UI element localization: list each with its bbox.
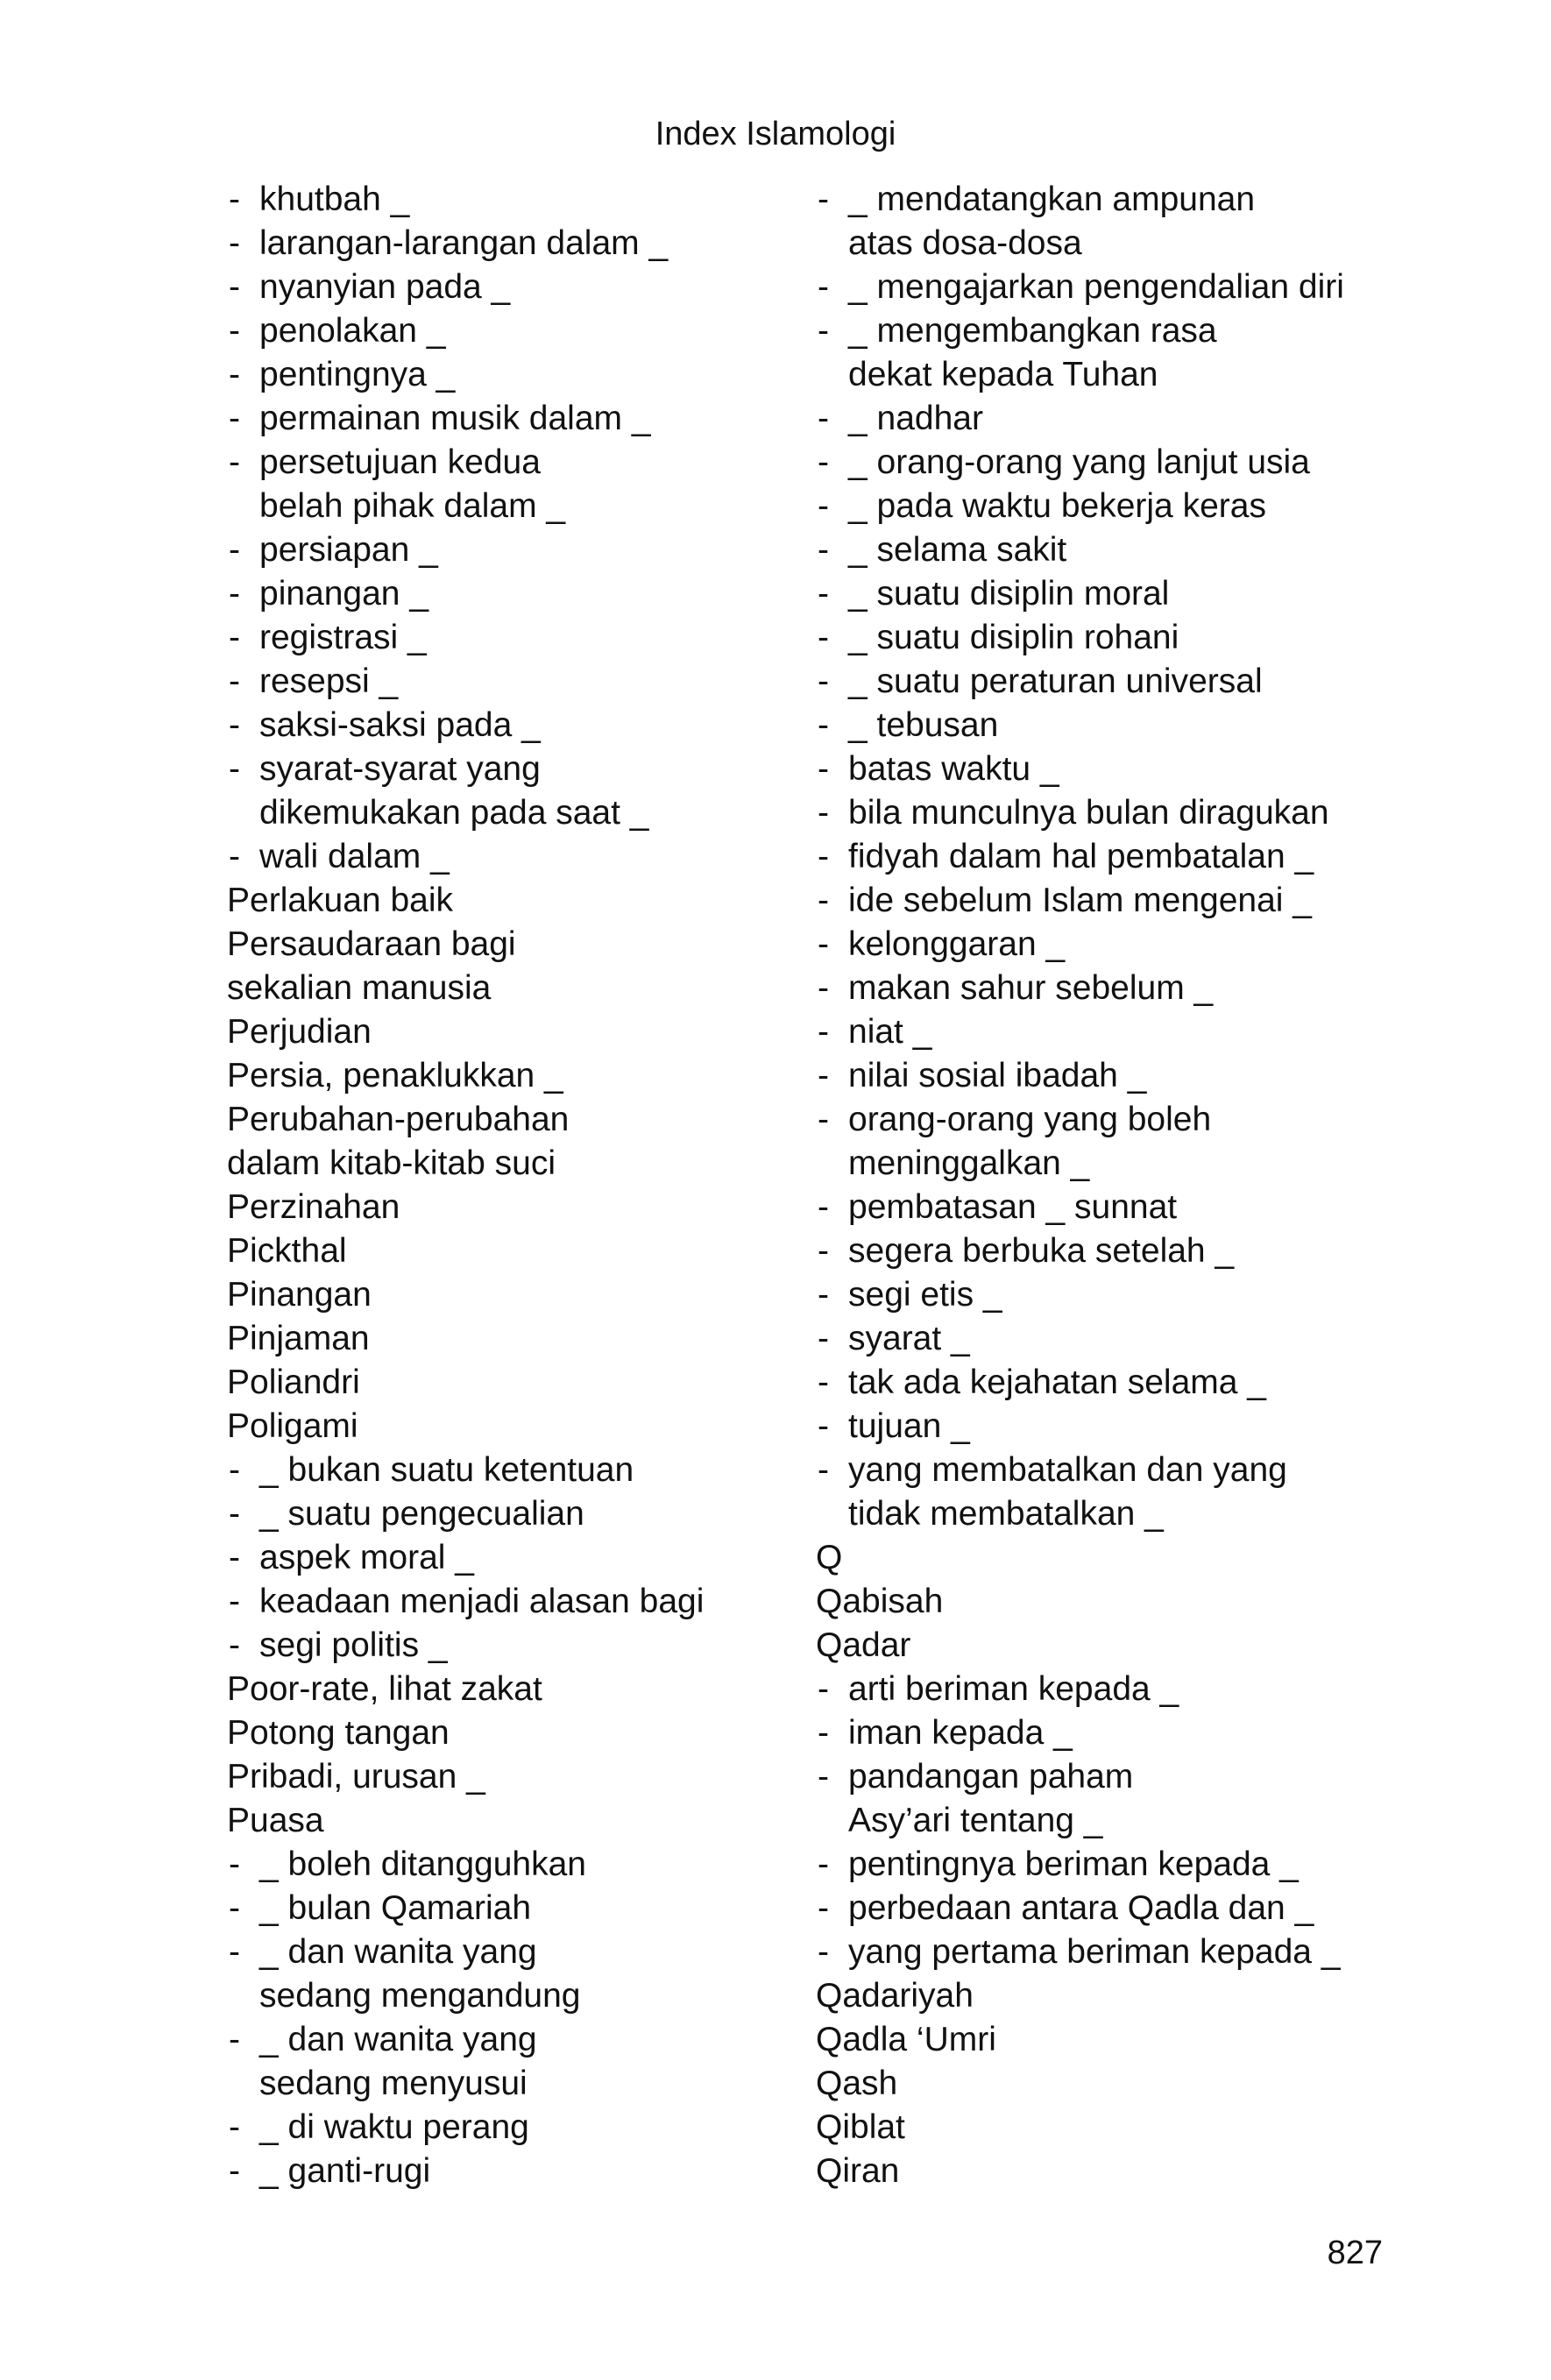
entry-line: - keadaan menjadi alasan bagi	[227, 1580, 770, 1624]
index-subentry	[816, 1054, 1394, 1098]
index-subentry	[227, 397, 770, 441]
index-subentry	[227, 1449, 770, 1492]
entry-line: Qadar	[816, 1626, 911, 1664]
index-subentry	[816, 485, 1394, 528]
entry-line: - _ selama sakit	[816, 528, 1394, 572]
index-subentry	[227, 835, 770, 879]
entry-line: Persia, penaklukkan _	[227, 1057, 563, 1094]
index-subentry	[816, 1449, 1394, 1536]
entry-line: - persetujuan kedua	[227, 441, 770, 485]
entry-line: - _ boleh ditangguhkan	[227, 1843, 770, 1887]
index-entry	[816, 1580, 1394, 1624]
index-subentry	[227, 1843, 770, 1887]
entry-line: - pinangan _	[227, 572, 770, 616]
index-subentry	[227, 660, 770, 704]
entry-line: Qabisah	[816, 1583, 944, 1620]
index-entry	[227, 1668, 770, 1711]
entry-line: - pembatasan _ sunnat	[816, 1186, 1394, 1229]
entry-line: - ide sebelum Islam mengenai _	[816, 879, 1394, 923]
index-subentry	[816, 397, 1394, 441]
entry-line: Potong tangan	[227, 1714, 450, 1752]
index-subentry	[816, 1843, 1394, 1887]
entry-line: - tak ada kejahatan selama _	[816, 1361, 1394, 1405]
entry-line: Pribadi, urusan _	[227, 1758, 485, 1796]
entry-line: dalam kitab-kitab suci	[227, 1144, 556, 1182]
index-subentry	[816, 1186, 1394, 1229]
entry-line: sekalian manusia	[227, 969, 492, 1007]
index-subentry	[816, 1098, 1394, 1186]
index-subentry	[816, 572, 1394, 616]
entry-line: - aspek moral _	[227, 1536, 770, 1580]
index-subentry	[816, 1010, 1394, 1054]
index-subentry	[816, 704, 1394, 747]
index-subentry	[816, 441, 1394, 485]
index-subentry	[816, 879, 1394, 923]
index-subentry	[227, 572, 770, 616]
entry-line: - _ di waktu perang	[227, 2106, 770, 2150]
index-subentry	[227, 1930, 770, 2018]
index-subentry	[227, 747, 770, 835]
index-entry	[816, 2018, 1394, 2062]
entry-line: - yang pertama beriman kepada _	[816, 1930, 1394, 1974]
entry-line: - segera berbuka setelah _	[816, 1229, 1394, 1273]
entry-line: Pinangan	[227, 1276, 372, 1314]
entry-line: - tujuan _	[816, 1405, 1394, 1449]
entry-line: - _ bukan suatu ketentuan	[227, 1449, 770, 1492]
index-subentry	[227, 353, 770, 397]
index-subentry	[816, 178, 1394, 266]
index-entry	[227, 1098, 770, 1186]
entry-line: - permainan musik dalam _	[227, 397, 770, 441]
entry-line: Qiblat	[816, 2108, 905, 2146]
index-subentry	[816, 528, 1394, 572]
index-subentry	[227, 616, 770, 660]
page-number: 827	[1327, 2235, 1383, 2271]
entry-line: - wali dalam _	[227, 835, 770, 879]
index-subentry	[227, 266, 770, 309]
index-entry	[227, 879, 770, 923]
index-subentry	[816, 660, 1394, 704]
entry-line: dikemukakan pada saat _	[259, 794, 649, 832]
entry-line: - nilai sosial ibadah _	[816, 1054, 1394, 1098]
index-entry	[227, 1405, 770, 1449]
entry-line: - pentingnya beriman kepada _	[816, 1843, 1394, 1887]
index-entry	[816, 2106, 1394, 2150]
entry-line: - registrasi _	[227, 616, 770, 660]
entry-line: - _ orang-orang yang lanjut usia	[816, 441, 1394, 485]
index-subentry	[227, 528, 770, 572]
entry-line: - makan sahur sebelum _	[816, 967, 1394, 1010]
index-entry	[816, 2062, 1394, 2106]
index-entry	[227, 1186, 770, 1229]
index-subentry	[816, 791, 1394, 835]
entry-line: - fidyah dalam hal pembatalan _	[816, 835, 1394, 879]
entry-line: - persiapan _	[227, 528, 770, 572]
entry-line: - segi politis _	[227, 1624, 770, 1668]
entry-line: - iman kepada _	[816, 1711, 1394, 1755]
entry-line: Poligami	[227, 1407, 358, 1445]
entry-line: - _ nadhar	[816, 397, 1394, 441]
index-subentry	[227, 2150, 770, 2193]
entry-line: - _ dan wanita yang	[227, 1930, 770, 1974]
entry-line: - nyanyian pada _	[227, 266, 770, 309]
index-subentry	[227, 1887, 770, 1930]
entry-line: - khutbah _	[227, 178, 770, 222]
index-subentry	[816, 309, 1394, 397]
index-subentry	[816, 1317, 1394, 1361]
index-column-right	[816, 178, 1394, 2193]
index-subentry	[227, 1492, 770, 1536]
index-subentry	[816, 923, 1394, 967]
entry-line: - yang membatalkan dan yang	[816, 1449, 1394, 1492]
index-subentry	[816, 1755, 1394, 1843]
index-subentry	[227, 1536, 770, 1580]
entry-line: Pickthal	[227, 1232, 347, 1270]
entry-line: sedang menyusui	[259, 2065, 528, 2102]
entry-line: - perbedaan antara Qadla dan _	[816, 1887, 1394, 1930]
index-subentry	[816, 1668, 1394, 1711]
entry-line: tidak membatalkan _	[848, 1495, 1164, 1533]
entry-line: - saksi-saksi pada _	[227, 704, 770, 747]
index-subentry	[227, 1580, 770, 1624]
index-subentry	[816, 1930, 1394, 1974]
index-subentry	[227, 309, 770, 353]
index-entry	[227, 1273, 770, 1317]
index-subentry	[227, 1624, 770, 1668]
entry-line: Pinjaman	[227, 1320, 370, 1357]
index-subentry	[227, 2018, 770, 2106]
index-subentry	[816, 967, 1394, 1010]
entry-line: Qadla ‘Umri	[816, 2021, 996, 2058]
index-entry	[227, 1010, 770, 1054]
index-subentry	[227, 2106, 770, 2150]
entry-line: - penolakan _	[227, 309, 770, 353]
entry-line: - arti beriman kepada _	[816, 1668, 1394, 1711]
entry-line: - syarat-syarat yang	[227, 747, 770, 791]
entry-line: - _ tebusan	[816, 704, 1394, 747]
entry-line: Perubahan-perubahan	[227, 1101, 570, 1138]
index-entry	[227, 1711, 770, 1755]
index-subentry	[227, 222, 770, 266]
entry-line: meninggalkan _	[848, 1144, 1090, 1182]
index-entry	[816, 1974, 1394, 2018]
entry-line: - _ pada waktu bekerja keras	[816, 485, 1394, 528]
entry-line: Qiran	[816, 2152, 900, 2190]
entry-line: - _ mendatangkan ampunan	[816, 178, 1394, 222]
entry-line: Asy’ari tentang _	[848, 1802, 1103, 1839]
entry-line: - batas waktu _	[816, 747, 1394, 791]
index-subentry	[816, 1361, 1394, 1405]
entry-line: Qadariyah	[816, 1977, 974, 2015]
entry-line: - resepsi _	[227, 660, 770, 704]
index-entry	[227, 1317, 770, 1361]
index-entry	[816, 1536, 1394, 1580]
entry-line: - syarat _	[816, 1317, 1394, 1361]
index-column-left	[227, 178, 770, 2193]
page-header: Index Islamologi	[655, 116, 896, 152]
index-entry	[227, 1755, 770, 1799]
entry-line: Perzinahan	[227, 1188, 400, 1226]
index-subentry	[816, 747, 1394, 791]
index-subentry	[816, 1887, 1394, 1930]
index-entry	[227, 1361, 770, 1405]
entry-line: Poliandri	[227, 1364, 360, 1401]
entry-line: Perlakuan baik	[227, 882, 453, 919]
index-entry	[816, 2150, 1394, 2193]
entry-line: - _ suatu peraturan universal	[816, 660, 1394, 704]
entry-line: sedang mengandung	[259, 1977, 581, 2015]
index-subentry	[816, 835, 1394, 879]
index-subentry	[816, 1229, 1394, 1273]
entry-line: - niat _	[816, 1010, 1394, 1054]
index-entry	[816, 1624, 1394, 1668]
entry-line: - _ mengembangkan rasa	[816, 309, 1394, 353]
index-subentry	[227, 178, 770, 222]
entry-line: Poor-rate, lihat zakat	[227, 1670, 542, 1708]
index-entry	[227, 923, 770, 1010]
index-subentry	[227, 441, 770, 528]
entry-line: belah pihak dalam _	[259, 487, 566, 525]
entry-line: - pentingnya _	[227, 353, 770, 397]
entry-line: dekat kepada Tuhan	[848, 356, 1158, 393]
index-subentry	[816, 1273, 1394, 1317]
entry-line: - pandangan paham	[816, 1755, 1394, 1799]
entry-line: - kelonggaran _	[816, 923, 1394, 967]
entry-line: - _ suatu pengecualian	[227, 1492, 770, 1536]
index-subentry	[816, 1711, 1394, 1755]
index-entry	[227, 1054, 770, 1098]
entry-line: Q	[816, 1539, 843, 1576]
index-entry	[227, 1229, 770, 1273]
entry-line: - segi etis _	[816, 1273, 1394, 1317]
entry-line: Puasa	[227, 1802, 324, 1839]
entry-line: - bila munculnya bulan diragukan	[816, 791, 1394, 835]
entry-line: - orang-orang yang boleh	[816, 1098, 1394, 1142]
entry-line: - _ mengajarkan pengendalian diri	[816, 266, 1394, 309]
entry-line: Perjudian	[227, 1013, 372, 1051]
entry-line: Qash	[816, 2065, 898, 2102]
entry-line: Persaudaraan bagi	[227, 925, 516, 963]
entry-line: - _ dan wanita yang	[227, 2018, 770, 2062]
entry-line: - _ suatu disiplin rohani	[816, 616, 1394, 660]
entry-line: - _ bulan Qamariah	[227, 1887, 770, 1930]
entry-line: - _ suatu disiplin moral	[816, 572, 1394, 616]
index-subentry	[816, 266, 1394, 309]
index-subentry	[816, 1405, 1394, 1449]
entry-line: - _ ganti-rugi	[227, 2150, 770, 2193]
entry-line: - larangan-larangan dalam _	[227, 222, 770, 266]
index-subentry	[227, 704, 770, 747]
index-subentry	[816, 616, 1394, 660]
entry-line: atas dosa-dosa	[848, 224, 1082, 262]
index-entry	[227, 1799, 770, 1843]
